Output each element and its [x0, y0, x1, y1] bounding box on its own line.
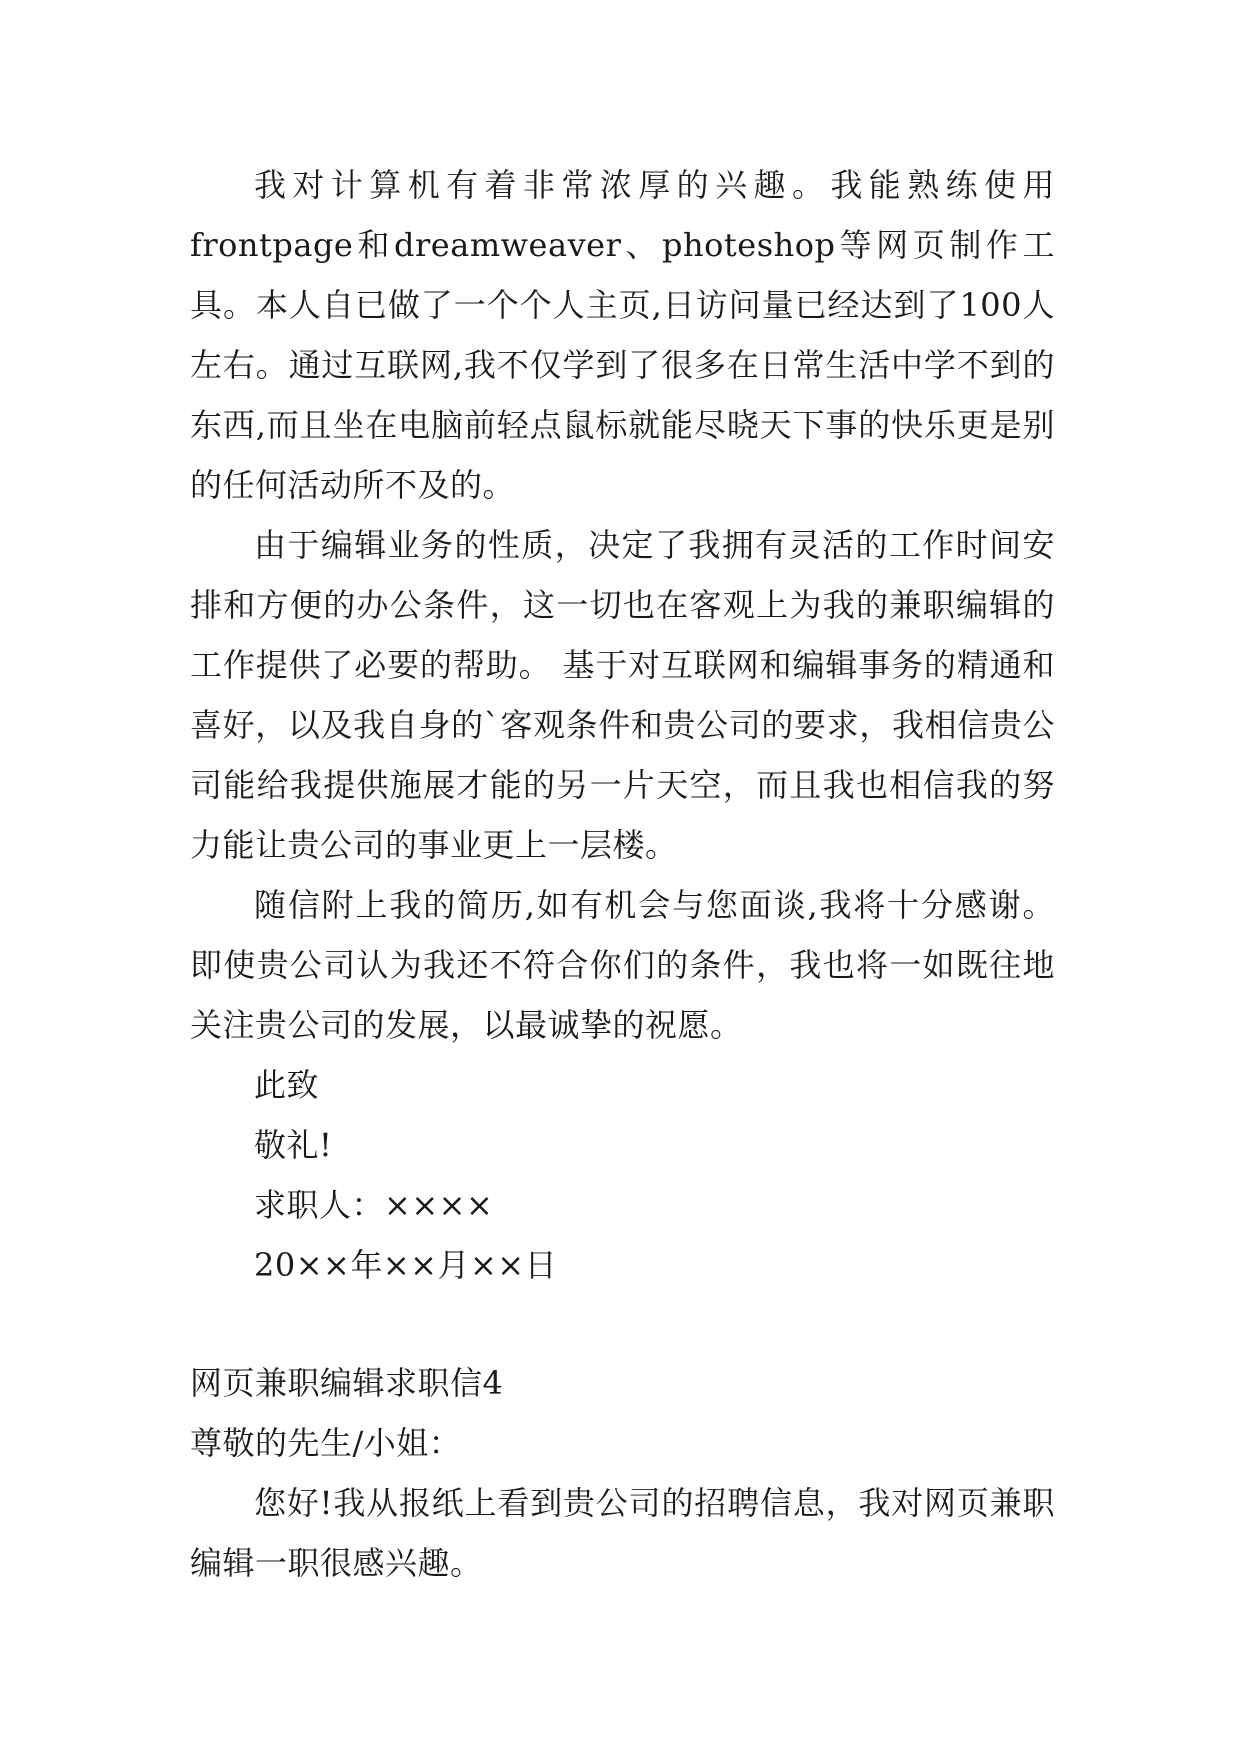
letter-title: 网页兼职编辑求职信4	[190, 1364, 504, 1402]
section-gap	[190, 1295, 1055, 1353]
closing-signature: 求职人：××××	[254, 1186, 494, 1224]
paragraph-work-conditions: 由于编辑业务的性质，决定了我拥有灵活的工作时间安排和方便的办公条件，这一切也在客观上为我的兼职编辑的工作提供了必要的帮助。 基于对互联网和编辑事务的精通和喜好，以及我自身的`客观条件和贵公司的要求，我相信贵公司能给我提供施展才能的另一片天空，而且我也相信我的努力能让贵公司的事业更上一层楼。	[190, 526, 1055, 864]
paragraph-letter-opening: 您好!我从报纸上看到贵公司的招聘信息，我对网页兼职编辑一职很感兴趣。	[190, 1484, 1055, 1582]
document-page	[190, 155, 1055, 1593]
paragraph-computer-skills: 我对计算机有着非常浓厚的兴趣。我能熟练使用frontpage和dreamweaver、photeshop等网页制作工具。本人自已做了一个个人主页,日访问量已经达到了100人左右。通过互联网,我不仅学到了很多在日常生活中学不到的东西,而且坐在电脑前轻点鼠标就能尽晓天下事的快乐更是别的任何活动所不及的。	[190, 166, 1055, 504]
paragraph-resume-attached: 随信附上我的简历,如有机会与您面谈,我将十分感谢。即使贵公司认为我还不符合你们的条件，我也将一如既往地关注贵公司的发展，以最诚挚的祝愿。	[190, 886, 1055, 1044]
closing-date: 20××年××月××日	[254, 1246, 558, 1284]
closing-salutation: 此致	[254, 1066, 320, 1104]
closing-regards: 敬礼!	[254, 1126, 333, 1164]
letter-greeting: 尊敬的先生/小姐：	[190, 1424, 462, 1462]
